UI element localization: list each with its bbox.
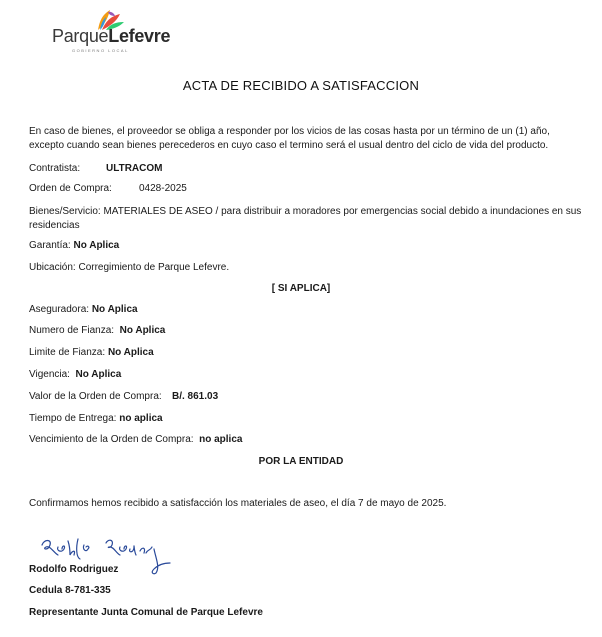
aseguradora-value: No Aplica [91,304,138,315]
tiempo-label: Tiempo de Entrega: [29,413,117,424]
tiempo-row [29,412,163,426]
vencimiento-row [29,433,242,447]
por-la-entidad-heading: POR LA ENTIDAD [258,456,344,467]
intro-line-1: En caso de bienes, el proveedor se obliga a responder por los vicios de las cosas hasta por un término de un (1) año, [29,126,550,137]
valor-label: Valor de la Orden de Compra: [29,391,162,402]
bienes-line-1: Bienes/Servicio: MATERIALES DE ASEO / para distribuir a moradores por emergencias social debido a inundaciones en sus [29,206,582,217]
aseguradora-row [29,303,138,317]
valor-value: B/. 861.03 [172,391,219,402]
numero-fianza-value: No Aplica [119,325,166,336]
si-aplica-heading: [ SI APLICA] [271,283,331,294]
contratista-label: Contratista: [29,163,81,174]
aseguradora-label: Aseguradora: [29,304,90,315]
vencimiento-label: Vencimiento de la Orden de Compra: [29,434,194,445]
vigencia-row [29,368,121,382]
logo-word-parque: Parque [52,26,109,46]
limite-fianza-label: Limite de Fianza: [29,347,106,358]
signer-name: Rodolfo Rodriguez [29,564,119,575]
orden-value: 0428-2025 [139,183,187,194]
vigencia-label: Vigencia: [29,369,70,380]
logo-word-lefevre: Lefevre [108,26,171,46]
tiempo-value: no aplica [119,413,163,424]
municipality-logo [52,8,182,54]
garantia-value: No Aplica [73,240,120,251]
garantia-label: Garantía: [29,240,71,251]
logo-wordmark [52,26,170,47]
document-title: ACTA DE RECIBIDO A SATISFACCION [182,78,420,93]
vigencia-value: No Aplica [75,369,122,380]
numero-fianza-row [29,324,165,338]
numero-fianza-label: Numero de Fianza: [29,325,115,336]
logo-subtitle: GOBIERNO LOCAL [72,48,129,53]
ubicacion: Ubicación: Corregimiento de Parque Lefevre. [29,262,230,273]
garantia-row [29,239,119,253]
vencimiento-value: no aplica [199,434,243,445]
orden-label: Orden de Compra: [29,183,112,194]
signer-cargo: Representante Junta Comunal de Parque Lefevre [29,607,263,618]
limite-fianza-value: No Aplica [107,347,154,358]
signer-cedula: Cedula 8-781-335 [29,585,111,596]
limite-fianza-row [29,346,154,360]
confirmation-text: Confirmamos hemos recibido a satisfacción los materiales de aseo, el día 7 de mayo de 2025. [29,498,447,509]
contratista-value: ULTRACOM [106,163,163,174]
intro-line-2: excepto cuando sean bienes perecederos en cuyo caso el termino será el usual dentro del ciclo de vida del producto. [29,140,549,151]
bienes-line-2: residencias [29,220,80,231]
